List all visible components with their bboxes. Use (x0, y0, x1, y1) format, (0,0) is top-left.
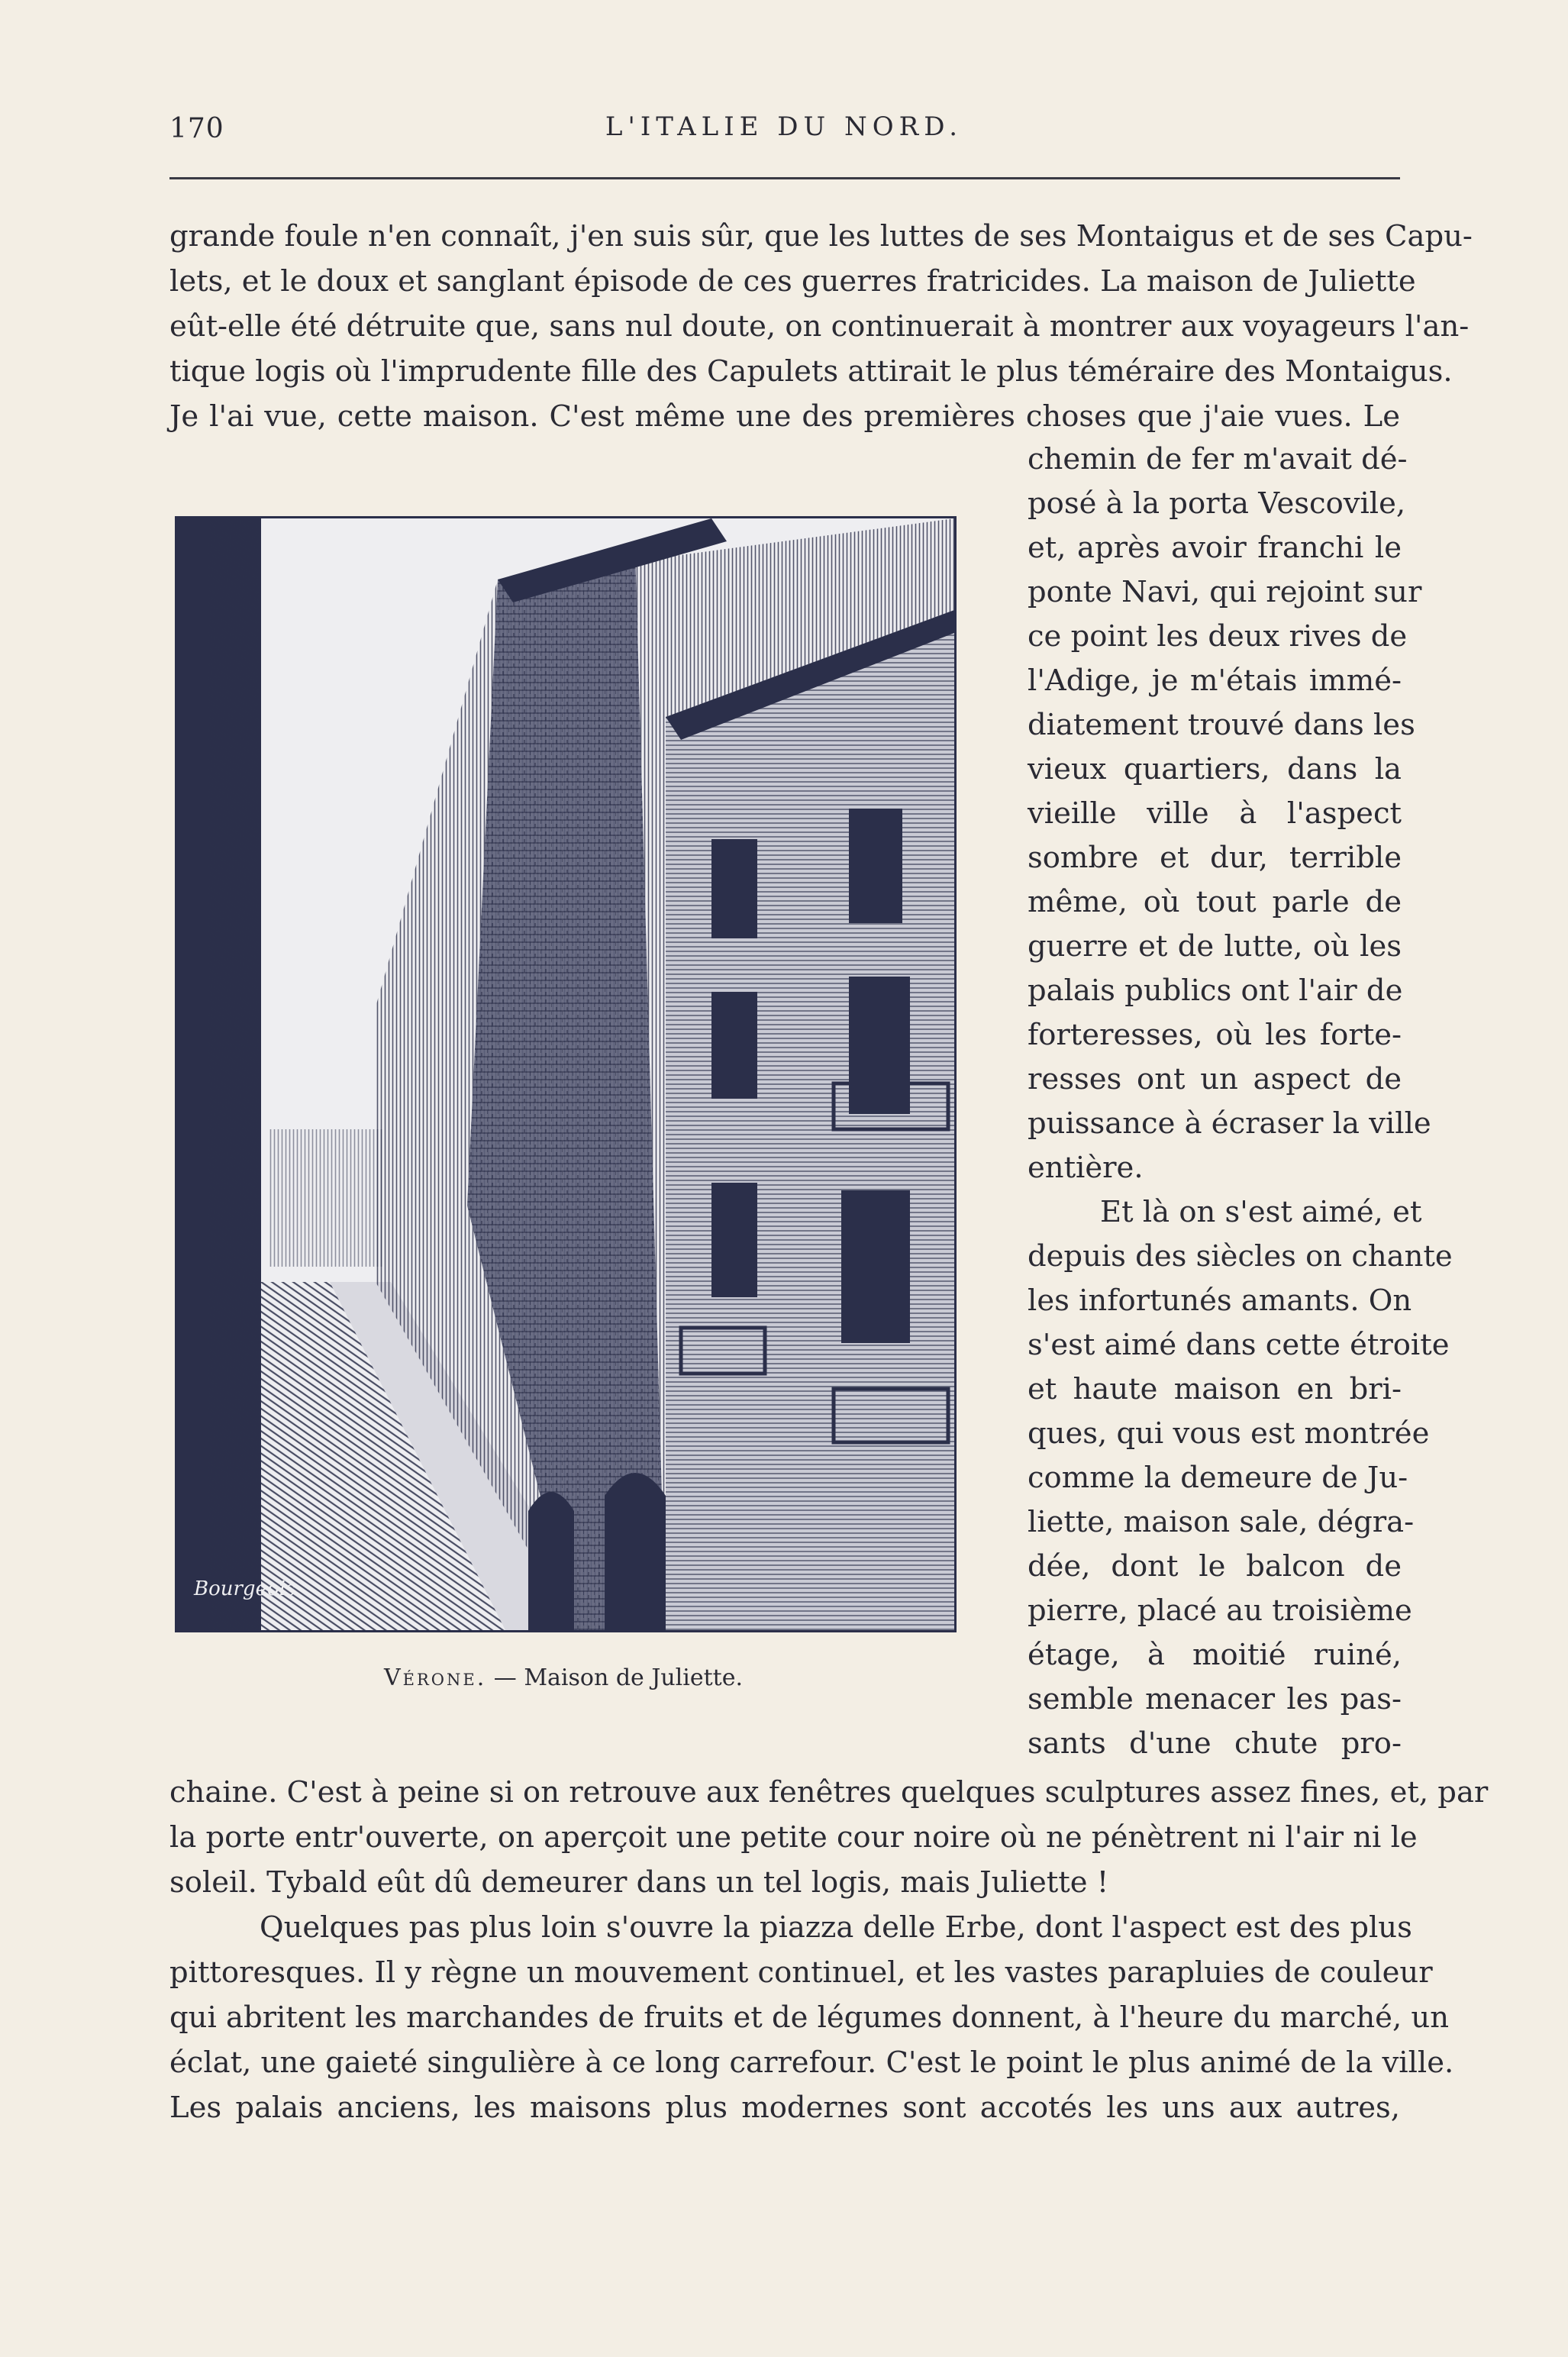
text-line: guerre et de lutte, où les (1028, 929, 1402, 964)
text-line: sombre et dur, terrible (1028, 841, 1402, 875)
text-line: resses ont un aspect de (1028, 1062, 1402, 1096)
text-line: comme la demeure de Ju- (1028, 1461, 1408, 1495)
text-line: palais publics ont l'air de (1028, 973, 1403, 1008)
text-line: Quelques pas plus loin s'ouvre la piazza delle Erbe, dont l'aspect est des plus (260, 1910, 1412, 1945)
caption-place: Vérone. (383, 1664, 487, 1691)
text-line: dée, dont le balcon de (1028, 1549, 1402, 1584)
text-line: Et là on s'est aimé, et (1100, 1195, 1422, 1229)
text-line: diatement trouvé dans les (1028, 708, 1415, 742)
engraving-illustration (175, 516, 957, 1632)
text-line: ponte Navi, qui rejoint sur (1028, 575, 1422, 609)
text-line: vieux quartiers, dans la (1028, 752, 1402, 786)
svg-text:Bourgeois: Bourgeois (194, 1577, 296, 1600)
page-number: 170 (169, 113, 224, 144)
text-line: Je l'ai vue, cette maison. C'est même une des premières choses que j'aie vues. Le (169, 399, 1400, 434)
text-line: chaine. C'est à peine si on retrouve aux fenêtres quelques sculptures assez fines, et, par (169, 1775, 1489, 1810)
text-line: éclat, une gaieté singulière à ce long carrefour. C'est le point le plus animé de la ville. (169, 2045, 1454, 2080)
text-line: Les palais anciens, les maisons plus modernes sont accotés les uns aux autres, (169, 2091, 1400, 2125)
text-line: ce point les deux rives de (1028, 619, 1408, 654)
side-column (1028, 437, 1453, 1766)
text-line: eût-elle été détruite que, sans nul doute, on continuerait à montrer aux voyageurs l'an- (169, 309, 1470, 344)
text-line: semble menacer les pas- (1028, 1682, 1402, 1716)
text-line: entière. (1028, 1151, 1144, 1185)
text-line: forteresses, où les forte- (1028, 1018, 1402, 1052)
verona-street-engraving (177, 518, 954, 1630)
text-line: vieille ville à l'aspect (1028, 796, 1402, 831)
text-line: l'Adige, je m'étais immé- (1028, 664, 1402, 698)
text-line: lets, et le doux et sanglant épisode de ces guerres fratricides. La maison de Juliette (169, 264, 1416, 299)
text-line: pierre, placé au troisième (1028, 1593, 1412, 1628)
text-line: qui abritent les marchandes de fruits et de légumes donnent, à l'heure du marché, un (169, 2000, 1450, 2035)
caption-title: Maison de Juliette. (524, 1664, 744, 1691)
text-line: pittoresques. Il y règne un mouvement continuel, et les vastes parapluies de couleur (169, 1955, 1433, 1990)
text-line: la porte entr'ouverte, on aperçoit une petite cour noire où ne pénètrent ni l'air ni le (169, 1820, 1418, 1855)
text-line: soleil. Tybald eût dû demeurer dans un tel logis, mais Juliette ! (169, 1865, 1109, 1900)
top-paragraph (169, 214, 1473, 439)
text-line: grande foule n'en connaît, j'en suis sûr, que les luttes de ses Montaigus et de ses Capu- (169, 219, 1473, 253)
running-head: L'ITALIE DU NORD. (605, 111, 963, 142)
text-line: étage, à moitié ruiné, (1028, 1638, 1402, 1672)
text-line: puissance à écraser la ville (1028, 1106, 1431, 1141)
text-line: liette, maison sale, dégra- (1028, 1505, 1415, 1539)
text-line: ques, qui vous est montrée (1028, 1416, 1430, 1451)
text-line: les infortunés amants. On (1028, 1283, 1412, 1318)
header-rule (169, 177, 1400, 179)
text-line: tique logis où l'imprudente fille des Capulets attirait le plus téméraire des Montaigus. (169, 354, 1453, 389)
text-line: s'est aimé dans cette étroite (1028, 1328, 1450, 1362)
bottom-paragraphs (169, 1770, 1489, 2130)
text-line: et, après avoir franchi le (1028, 531, 1402, 565)
caption-separator: — (486, 1664, 524, 1691)
text-line: sants d'une chute pro- (1028, 1726, 1402, 1761)
figure-caption (175, 1664, 952, 1691)
text-line: et haute maison en bri- (1028, 1372, 1402, 1406)
text-line: posé à la porta Vescovile, (1028, 486, 1406, 521)
text-line: depuis des siècles on chante (1028, 1239, 1453, 1274)
text-line: même, où tout parle de (1028, 885, 1402, 919)
text-line: chemin de fer m'avait dé- (1028, 442, 1408, 476)
